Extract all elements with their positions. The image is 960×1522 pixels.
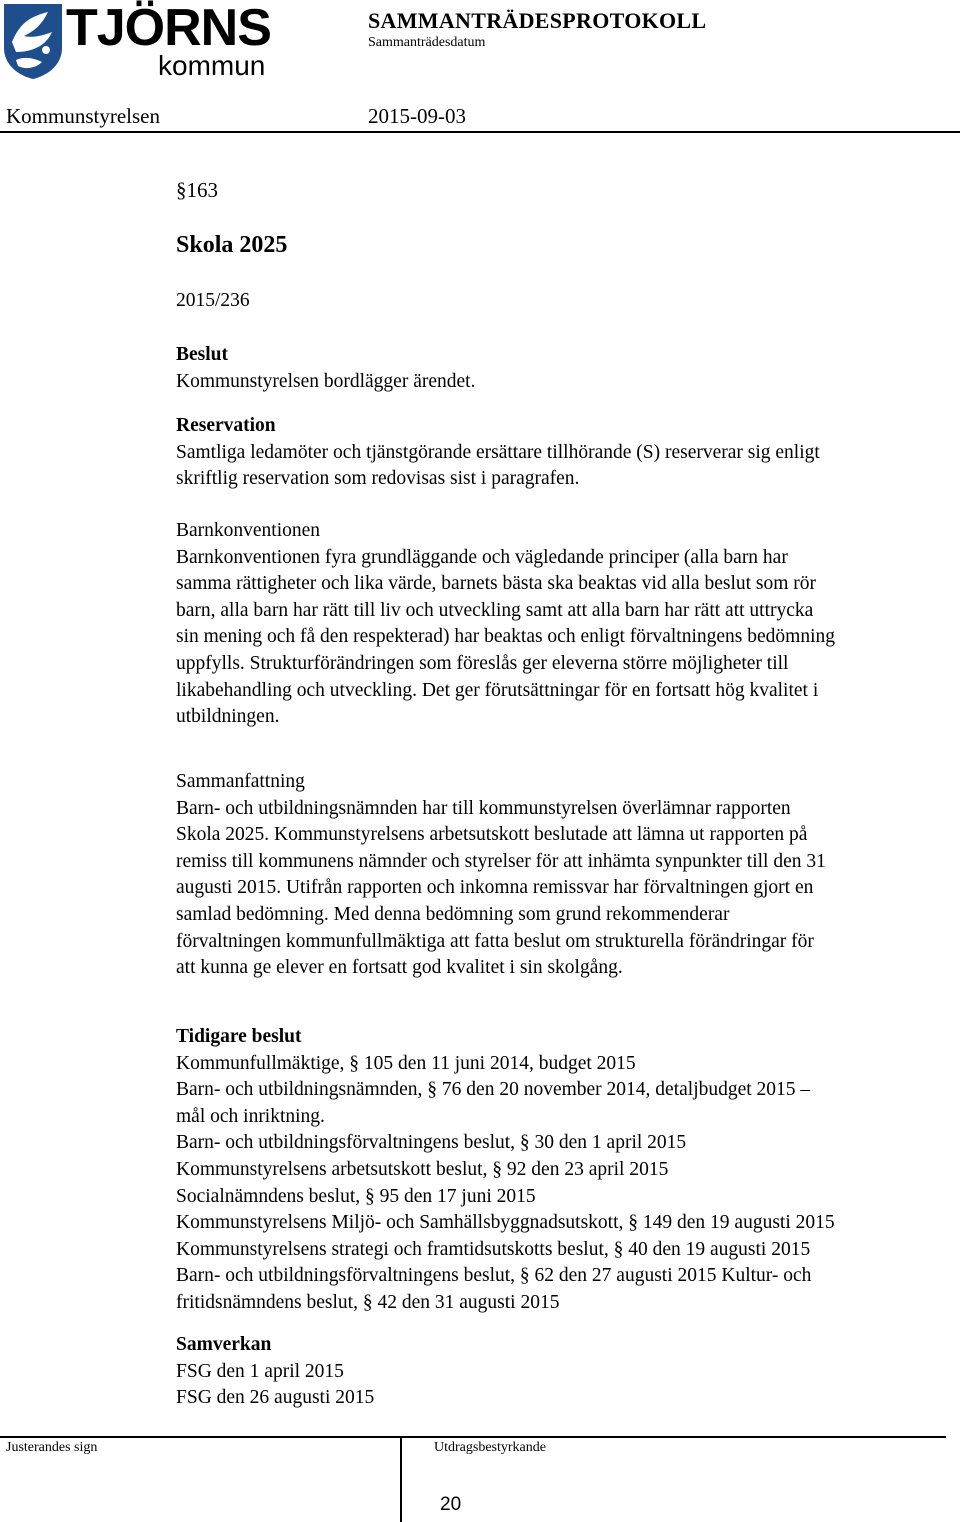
municipality-logo xyxy=(0,0,270,82)
text-line: Barn- och utbildningsförvaltningens beslut, § 62 den 27 augusti 2015 Kultur- och xyxy=(176,1265,812,1287)
text-line: remiss till kommunens nämnder och styrelser för att inhämta synpunkter till den 31 xyxy=(176,850,826,872)
signature-label: Justerandes sign xyxy=(6,1440,98,1455)
section-sammanfattning xyxy=(176,769,954,982)
coat-of-arms-icon xyxy=(2,2,64,80)
text-line: fritidsnämndens beslut, § 42 den 31 augusti 2015 xyxy=(176,1291,560,1313)
text-line: uppfylls. Strukturförändringen som föreslås ger eleverna större möjligheter till xyxy=(176,652,789,674)
footer-divider xyxy=(0,1436,946,1438)
text-line: Kommunstyrelsen bordlägger ärendet. xyxy=(176,370,476,392)
section-beslut xyxy=(176,342,954,395)
text-line: mål och inriktning. xyxy=(176,1105,325,1127)
section-heading: Samverkan xyxy=(176,1334,272,1355)
text-line: Kommunstyrelsens Miljö- och Samhällsbyggnadsutskott, § 149 den 19 augusti 2015 xyxy=(176,1212,835,1234)
text-line: sin mening och få den respekterad) har beaktas och enligt förvaltningens bedömning xyxy=(176,626,836,648)
page-number: 20 xyxy=(440,1494,462,1515)
text-line: Skola 2025. Kommunstyrelsens arbetsutskott beslutade att lämna ut rapporten på xyxy=(176,824,808,846)
text-line: samlad bedömning. Med denna bedömning som grund rekommenderar xyxy=(176,903,730,925)
text-line: FSG den 1 april 2015 xyxy=(176,1360,344,1382)
section-heading: Tidigare beslut xyxy=(176,1026,302,1047)
text-line: Kommunstyrelsens arbetsutskott beslut, § 92 den 23 april 2015 xyxy=(176,1158,669,1180)
text-line: förvaltningen kommunfullmäktiga att fatta beslut om strukturella förändringar för xyxy=(176,930,814,952)
text-line: utbildningen. xyxy=(176,706,280,728)
section-samverkan xyxy=(176,1332,954,1412)
text-line: likabehandling och utveckling. Det ger förutsättningar för en fortsatt hög kvalitet i xyxy=(176,679,819,701)
text-line: Barn- och utbildningsnämnden har till kommunstyrelsen överlämnar rapporten xyxy=(176,797,791,819)
department-name: Kommunstyrelsen xyxy=(6,104,160,128)
section-heading: Sammanfattning xyxy=(176,771,305,792)
section-reservation xyxy=(176,413,954,493)
meeting-date-label: Sammanträdesdatum xyxy=(368,35,486,50)
header-divider xyxy=(0,131,960,133)
certification-label: Utdragsbestyrkande xyxy=(434,1440,546,1455)
text-line: samma rättigheter och lika värde, barnets bästa ska beaktas vid alla beslut som rör xyxy=(176,573,817,595)
section-heading: Beslut xyxy=(176,344,229,365)
logo-subtitle: kommun xyxy=(158,50,266,81)
paragraph-number: §163 xyxy=(176,178,218,202)
text-line: Samtliga ledamöter och tjänstgörande ersättare tillhörande (S) reserverar sig enligt xyxy=(176,441,820,463)
section-tidigare-beslut xyxy=(176,1024,954,1317)
text-line: FSG den 26 augusti 2015 xyxy=(176,1387,375,1409)
section-heading: Reservation xyxy=(176,415,276,436)
section-barnkonventionen xyxy=(176,518,954,731)
text-line: barn, alla barn har rätt till liv och utveckling samt att alla barn har rätt att uttrycka xyxy=(176,599,814,621)
document-title: SAMMANTRÄDESPROTOKOLL xyxy=(368,8,707,33)
text-line: Barn- och utbildningsnämnden, § 76 den 20 november 2014, detaljbudget 2015 – xyxy=(176,1079,811,1101)
text-line: augusti 2015. Utifrån rapporten och inkomna remissvar har förvaltningen gjort en xyxy=(176,877,814,899)
text-line: Barnkonventionen fyra grundläggande och vägledande principer (alla barn har xyxy=(176,546,788,568)
text-line: att kunna ge elever en fortsatt god kvalitet i sin skolgång. xyxy=(176,957,623,979)
text-line: Kommunstyrelsens strategi och framtidsutskotts beslut, § 40 den 19 augusti 2015 xyxy=(176,1238,811,1260)
text-line: Barn- och utbildningsförvaltningens beslut, § 30 den 1 april 2015 xyxy=(176,1132,687,1154)
logo-wordmark: TJÖRNS xyxy=(66,0,271,57)
text-line: Kommunfullmäktige, § 105 den 11 juni 2014, budget 2015 xyxy=(176,1052,636,1074)
section-heading: Barnkonventionen xyxy=(176,520,321,541)
text-line: skriftlig reservation som redovisas sist i paragrafen. xyxy=(176,468,580,490)
page-title: Skola 2025 xyxy=(176,232,288,258)
text-line: Socialnämndens beslut, § 95 den 17 juni 2015 xyxy=(176,1185,536,1207)
diary-number: 2015/236 xyxy=(176,290,250,311)
footer-column-divider xyxy=(400,1437,402,1522)
meeting-date: 2015-09-03 xyxy=(368,104,466,128)
